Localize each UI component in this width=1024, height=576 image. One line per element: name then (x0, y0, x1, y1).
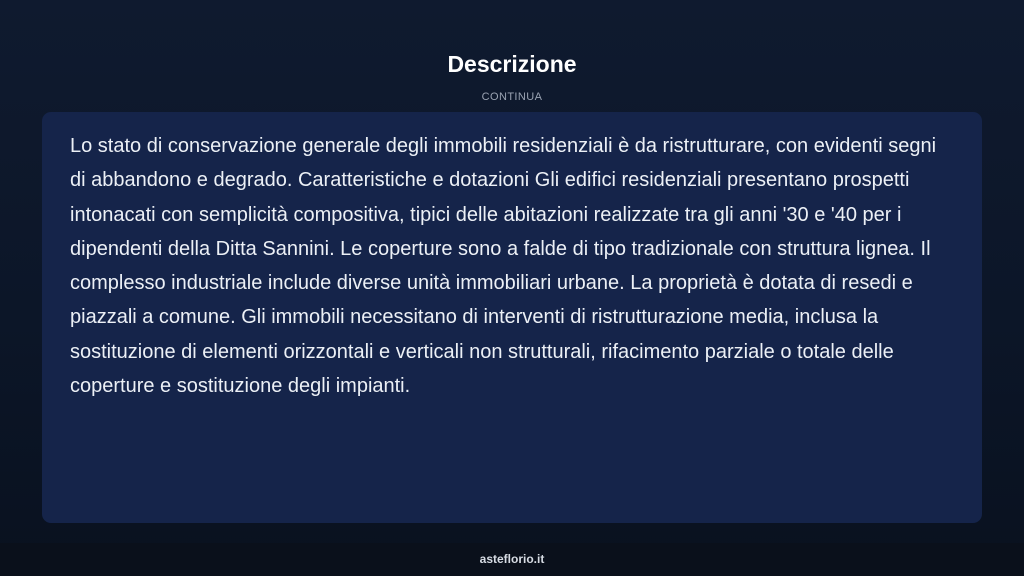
continue-label: CONTINUA (481, 91, 543, 103)
brand-label: asteflorio.it (479, 552, 545, 566)
description-card (42, 112, 982, 523)
page-title: Descrizione (447, 51, 577, 77)
page-header (0, 48, 1024, 104)
description-text: Lo stato di conservazione generale degli immobili residenziali è da ristrutturare, con evidenti segni di abbandono e degrado. Caratteristiche e dotazioni Gli edifici residenziali presentano prospetti intonacati con semplicità compositiva, tipici delle abitazioni realizzate tra gli anni '30 e '40 per i dipendenti della Ditta Sannini. Le coperture sono a falde di tipo tradizionale con struttura lignea. Il complesso industriale include diverse unità immobiliari urbane. La proprietà è dotata di resedi e piazzali a comune. Gli immobili necessitano di interventi di ristrutturazione media, inclusa la sostituzione di elementi orizzontali e verticali non strutturali, rifacimento parziale o totale delle coperture e sostituzione degli impianti. (70, 135, 937, 398)
footer-bar (0, 543, 1024, 576)
